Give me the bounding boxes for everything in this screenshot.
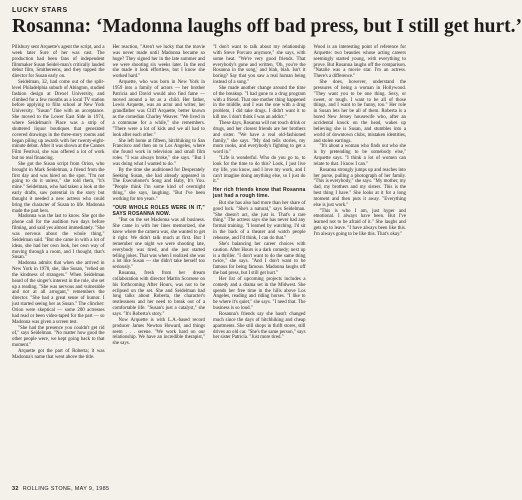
article-subhead: Her rich friends know that Rosanna just had a rough time. <box>213 187 306 200</box>
article-subhead: "OUR WHOLE ROLES WERE IN IT," SAYS ROSANNA NOW. <box>112 204 205 217</box>
article-paragraph: She got the Susan script from Orion, who brought in Mark Seidelman, a friend from the first day and was hired on the spot. "I'm not going to do it unless," she told them, "it's mine." Seidelman, who had taken a look at the early drafts, saw potential in the story but thought it needed a new actress who could bring the character of Susan to life. Madonna made the part hers. <box>12 161 105 214</box>
article-paragraph: She's balancing her career choices with caution. After Hours is a dark comedy; next up is a thriller. "I don't want to do the same thing twice," she says. "And I don't want to be famous for being famous. Madonna laughs off the bad press, but I still get hurt." <box>213 241 306 277</box>
article-paragraph: Pillsbury sent Arquette's agent the script, and a week later Sure of her was cast. The production had been fans of independent filmmaker Susan Seidel-man's critically lauded debut film, Smithereens, and they tapped the director for Susan early on. <box>12 45 105 80</box>
text-column-4 <box>314 45 407 478</box>
article-paragraph: "I don't want to talk about my relationship with Steve Porcaro anymore," she says, with some heat. "We're very good friends. That everybody's gone and written, 'Oh, you're the Rosanna in the song,' and blah, blah. Isn't it boring? Say that you saw a real human being instead of a song." <box>213 45 306 86</box>
article-paragraph: Her list of upcoming projects includes a comedy and a drama set in the Midwest. She spends her free time in the hills above Los Angeles, reading and riding horses. "I like to be where it's quiet," she says. "I need that. The business is so loud." <box>213 276 306 312</box>
article-paragraph: "It's about a woman who finds out who she is by pretending to be somebody else," Arquette says. "I think a lot of women can relate to that. I know I can." <box>313 144 406 167</box>
article-paragraph: Arquette, who was born in New York in 1959 into a family of actors — her brother Patricia and David would also find fame — moved around a lot as a child. Her father, Lewis Arquette, was an actor and writer, her grandfather was Cliff Arquette, better known as the comedian Charley Weaver. "We lived in a commune for a while," she remembers. "There were a lot of kids and we all had to look after each other." <box>112 80 205 138</box>
text-column-2 <box>113 45 206 478</box>
article-body <box>12 45 406 478</box>
text-column-1 <box>12 45 105 478</box>
article-paragraph: Rosanna strongly jumps up and reaches into her purse, pulling a photograph of her family. "This is everybody," she says. "My mother, my dad, my brothers and my sisters. This is the best thing I have." She looks at it for a long moment and then puts it away. "Everything else is just work." <box>313 167 406 208</box>
article-paragraph: "She had the presence you couldn't get rid of," says Seidelman. "No matter how good the other people were, we kept going back to that moment." <box>12 325 105 349</box>
section-label: LUCKY STARS <box>12 7 68 14</box>
article-paragraph: "But on the set Madonna was all business. She came in with her lines memorized, she knew where the camera was, she wanted to get it right. We didn't talk much at first. But I remember one night we were shooting late, everybody was tired, and she just started telling jokes. That was when I realized she was a lot like Susan — she didn't take herself too seriously." <box>112 218 205 271</box>
article-paragraph: Rosanna's friends say she hasn't changed much since the days of hitchhiking and cheap apartments. She still shops in thrift stores, still drives an old car. "She's the same person," says her sister Patricia. "Just more tired." <box>213 311 306 341</box>
text-column-3 <box>213 45 306 478</box>
article-paragraph: Madonna admits that when she arrived in New York in 1978, she, like Susan, "relied on the kindness of strangers." When Seidelman heard of the singer's interest in the role, she set up a reading. "She was nervous and vulnerable and not at all arrogant," remembers the director. "She had a great sense of humor. I just started seeing her as Susan." The clincher: Orion were skeptical — some 200 actresses had read or been video-taped for the part — so Madonna was given a screen test. <box>12 261 105 325</box>
page-footer <box>12 486 109 492</box>
article-paragraph: By the time she auditioned for Desperately Seeking Susan, she had already appeared in The Executioner's Song and Baby, It's You. "People think I'm some kind of overnight thing," she says, laughing. "But I've been working for ten years." <box>112 167 205 202</box>
article-paragraph: Rosanna, fresh from her dream collaboration with director Martin Scorsese on his forthcoming After Hours, was not to be eclipsed on the set. She and Seidelman had long talks about Roberta, the character's restlessness and her need to break out of a comfortable life. "Susan's just a catalyst," she says. "It's Roberta's story." <box>112 271 205 317</box>
article-paragraph: She made another change around the time of the breakup. "I had gone to a drug program with a friend. That one mother thing happened in the middle, and I was the one with a drug problem, I did take drugs. I didn't want it to kill me. I don't think I was an addict." <box>213 85 306 121</box>
article-paragraph: Wood is an interesting point of reference for Arquette: two beauties whose acting careers seemingly started young, with everything to prove. But Rosanna laughs off the comparison. "Natalie was a movie star. I'm an actress. There's a difference." <box>313 45 406 80</box>
article-paragraph: "This is who I am, just hyper and emotional. I always have been. But I've learned not to be afraid of it." She laughs and gets up to leave. "I have always been like this. I'm always going to be like this. That's okay." <box>313 208 406 237</box>
article-headline: Rosanna: ‘Madonna laughs off bad press, but I still get hurt.’ <box>12 16 522 37</box>
article-paragraph: Seidelman, 32, had come out of the split-level Philadelphia suburb of Abington, studied fashion design at Drexel University, and climbed for a few months as a local TV station before applying to film school at New York University. "Susan" fine with an acceptance. She moved to the Lower East Side in 1974, where Seidelman's Place was a strip of shuttered liquor boutiques that generated covered drawings in the three-story rooms and began piling up awards with her twenty-eight-minute debut. After it was shown at the Cannes Film Festival, she was offered a lot of work but no real financing. <box>12 80 105 162</box>
article-paragraph: Madonna was the last to know. She got the phone call for the audition two days before filming, and said yes almost immediately. "She was nervous about the whole thing," Seidelman said. "But she came in with a lot of ideas, she had her own look, her own way of moving through a room, and I thought, that's Susan." <box>12 214 105 261</box>
article-paragraph: But she has also had more than her share of good luck. "She's a natural," says Seidelman. "She doesn't act, she just is. That's a rare thing." The actress says she has never had any formal training. "I learned by watching. I'd sit in the back of a theater and watch people rehearse, and I'd think, I can do that." <box>213 200 306 241</box>
article-paragraph: She left home at fifteen, hitchhiking to San Francisco and then on to Los Angeles, where she found work in television and small film roles. "I was always broke," she says. "But I was doing what I wanted to do." <box>112 138 205 167</box>
article-paragraph: Arquette got the part of Roberta; it was Madonna's name that went above the title. <box>12 348 105 360</box>
article-paragraph: Her reaction, "Aren't we lucky that the movie was never made until Madonna became so huge? They signed her in the late summer and we were shooting six weeks later. In the end she made it look effortless, but I know she worked hard." <box>112 45 205 80</box>
article-paragraph: She does, however, understand the pressures of being a woman in Hollywood. "They want you to be one thing. Sexy, or sweet, or tough. I want to be all of those things, and I want to be funny, too." Her role in Susan lets her be all of them. Roberta is a bored New Jersey housewife who, after an accidental knock on the head, wakes up believing she is Susan, and stumbles into a world of downtown clubs, mistaken identities, and stolen earrings. <box>313 80 406 144</box>
article-paragraph: Now Arquette is with L.A.-based record producer James Newton Howard, and things seem . . . serene. "We work hard on our relationship. We have an incredible therapist," she says. <box>112 317 205 347</box>
publication-line: ROLLING STONE, MAY 9, 1985 <box>22 486 110 492</box>
article-paragraph: These days, Rosanna will not touch drink or drugs, and her closest friends are her brothers and sister. "We have a real old-fashioned family," she says. "My dad tells stories, my mom cooks, and everybody's fighting to get a word in." <box>213 120 306 156</box>
page-number: 32 <box>12 486 19 492</box>
article-paragraph: "Life is wonderful. Who do you go to, to look for the time to do this? Look, I just live my life, you know, and I love my work, and I can't imagine doing anything else, so I just do it." <box>213 156 306 185</box>
